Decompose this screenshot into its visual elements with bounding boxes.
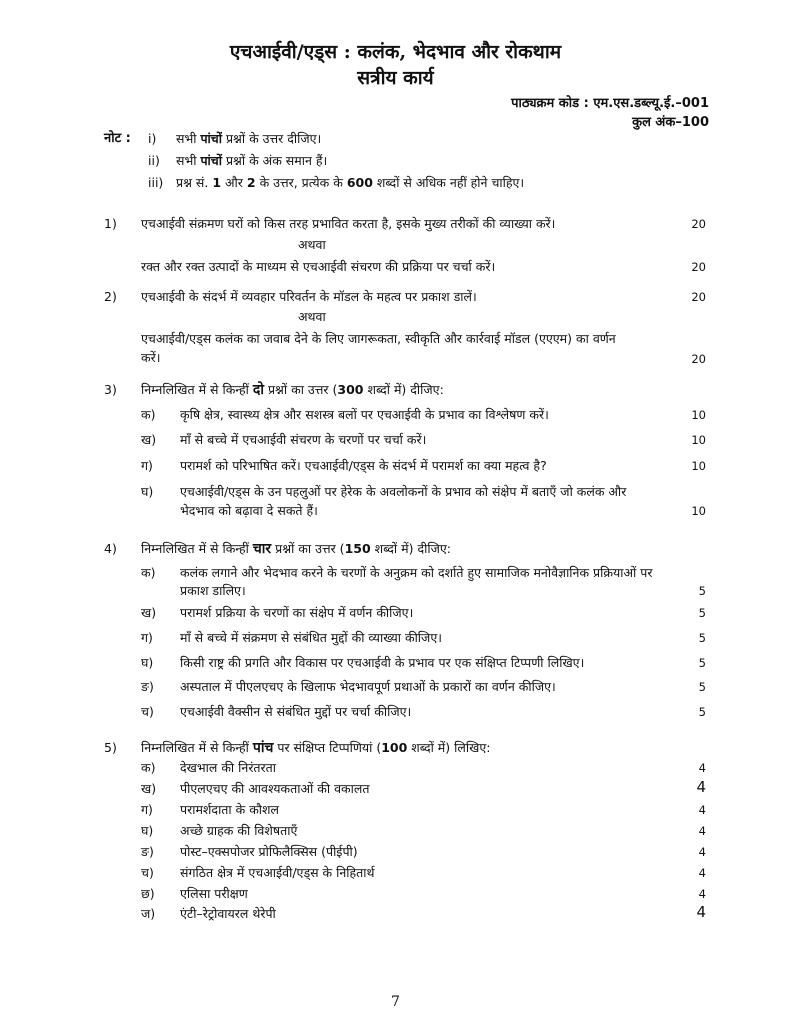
q3-item-text: कृषि क्षेत्र, स्वास्थ्य क्षेत्र और सशस्त्र बलों पर एचआईवी के प्रभाव का विश्लेषण करें। xyxy=(180,407,549,422)
q3-instruction: निम्नलिखित में से किन्हीं दो प्रश्नों का उत्तर (300 शब्दों में) दीजिए: xyxy=(141,382,444,398)
note-item-1: सभी पांचों प्रश्नों के उत्तर दीजिए। xyxy=(176,131,322,146)
q5-item-marks: 4 xyxy=(696,778,706,796)
q3-item-marks: 10 xyxy=(691,504,706,518)
q2-question-b-cont: करें। xyxy=(141,350,161,365)
q4-item-text: एचआईवी वैक्सीन से संबंधित मुद्दों पर चर्चा कीजिए। xyxy=(180,704,412,719)
q4-item-text: परामर्श प्रक्रिया के चरणों का संक्षेप में वर्णन कीजिए। xyxy=(180,605,414,620)
q4-item-text: अस्पताल में पीएलएचए के खिलाफ भेदभावपूर्ण प्रथाओं के प्रकारों का वर्णन कीजिए। xyxy=(180,679,556,694)
q5-item-marks: 4 xyxy=(698,845,706,859)
q2-or: अथवा xyxy=(298,309,326,324)
q5-item-label: ज) xyxy=(141,906,156,921)
q4-item-marks: 5 xyxy=(698,584,706,598)
q3-item-label: ख) xyxy=(141,432,157,447)
q5-item-text: परामर्शदाता के कौशल xyxy=(180,802,280,817)
q5-number: 5) xyxy=(104,740,117,755)
q2-number: 2) xyxy=(104,289,117,304)
q5-item-label: छ) xyxy=(141,886,155,901)
note-item-3: प्रश्न सं. 1 और 2 के उत्तर, प्रत्येक के 600 शब्दों से अधिक नहीं होने चाहिए। xyxy=(176,175,525,190)
q1-number: 1) xyxy=(104,216,117,231)
q5-item-marks: 4 xyxy=(698,866,706,880)
q4-item-label: ङ) xyxy=(141,679,154,694)
note-item-2-num: ii) xyxy=(148,153,160,168)
q3-item-label: क) xyxy=(141,407,156,422)
q3-item-text: एचआईवी/एड्स के उन पहलुओं पर हेरेक के अवलोकनों के प्रभाव को संक्षेप में बताएँ जो कलंक और xyxy=(180,484,627,499)
q1-question-b: रक्त और रक्त उत्पादों के माध्यम से एचआईवी संचरण की प्रक्रिया पर चर्चा करें। xyxy=(141,259,496,274)
q1-b-marks: 20 xyxy=(691,260,706,274)
q1-question-a: एचआईवी संक्रमण घरों को किस तरह प्रभावित करता है, इसके मुख्य तरीकों की व्याख्या करें। xyxy=(141,216,556,231)
q5-item-text: पीएलएचए की आवश्यकताओं की वकालत xyxy=(180,781,370,796)
q4-item-label: ग) xyxy=(141,630,153,645)
q5-item-marks: 4 xyxy=(698,824,706,838)
q4-item-marks: 5 xyxy=(698,705,706,719)
total-marks: कुल अंक–100 xyxy=(632,115,709,130)
document-title: एचआईवी/एड्स : कलंक, भेदभाव और रोकथाम xyxy=(229,41,562,63)
q5-item-marks: 4 xyxy=(696,903,706,921)
q1-or: अथवा xyxy=(298,237,326,252)
page-number: 7 xyxy=(391,994,400,1010)
q4-number: 4) xyxy=(104,541,117,556)
q3-item-text: परामर्श को परिभाषित करें। एचआईवी/एड्स के संदर्भ में परामर्श का क्या महत्व है? xyxy=(180,458,547,473)
q5-item-marks: 4 xyxy=(698,761,706,775)
q5-item-label: क) xyxy=(141,760,156,775)
q2-b-marks: 20 xyxy=(691,352,706,366)
q4-item-text: कलंक लगाने और भेदभाव करने के चरणों के अनुक्रम को दर्शाते हुए सामाजिक मनोवैज्ञानिक प्रक्रियाओं पर xyxy=(180,565,653,580)
q4-item-label: घ) xyxy=(141,655,154,670)
q5-item-text: संगठित क्षेत्र में एचआईवी/एड्स के निहितार्थ xyxy=(180,865,375,880)
q2-question-b: एचआईवी/एड्स कलंक का जवाब देने के लिए जागरूकता, स्वीकृति और कार्रवाई मॉडल (एएएम) का वर्णन xyxy=(141,331,616,346)
q5-item-text: एंटी–रेट्रोवायरल थेरेपी xyxy=(180,906,276,921)
q4-item-text-cont: प्रकाश डालिए। xyxy=(180,583,246,598)
q4-item-marks: 5 xyxy=(698,656,706,670)
q4-item-marks: 5 xyxy=(698,631,706,645)
q4-item-text: किसी राष्ट्र की प्रगति और विकास पर एचआईवी के प्रभाव पर एक संक्षिप्त टिप्पणी लिखिए। xyxy=(180,655,585,670)
q5-item-text: देखभाल की निरंतरता xyxy=(180,760,277,775)
q4-item-label: च) xyxy=(141,704,154,719)
q5-item-label: ख) xyxy=(141,781,157,796)
q3-item-marks: 10 xyxy=(691,408,706,422)
q3-item-text-cont: भेदभाव को बढ़ावा दे सकते हैं। xyxy=(180,503,318,518)
q1-a-marks: 20 xyxy=(691,217,706,231)
q4-item-label: ख) xyxy=(141,605,157,620)
q5-item-label: ग) xyxy=(141,802,153,817)
q4-item-label: क) xyxy=(141,565,156,580)
q4-item-marks: 5 xyxy=(698,680,706,694)
q2-a-marks: 20 xyxy=(691,290,706,304)
note-item-1-num: i) xyxy=(148,131,157,146)
q5-instruction: निम्नलिखित में से किन्हीं पांच पर संक्षिप्त टिप्पणियां (100 शब्दों में) लिखिए: xyxy=(141,740,491,756)
note-item-3-num: iii) xyxy=(148,175,164,190)
note-item-2: सभी पांचों प्रश्नों के अंक समान हैं। xyxy=(176,153,328,168)
q3-number: 3) xyxy=(104,382,117,397)
q5-item-text: अच्छे ग्राहक की विशेषताएँ xyxy=(180,823,298,838)
note-label: नोट : xyxy=(104,131,131,146)
q3-item-text: माँ से बच्चे में एचआईवी संचरण के चरणों पर चर्चा करें। xyxy=(180,432,427,447)
q3-item-marks: 10 xyxy=(691,433,706,447)
q5-item-text: एलिसा परीक्षण xyxy=(180,886,248,901)
q5-item-label: ङ) xyxy=(141,844,154,859)
q4-item-text: माँ से बच्चे में संक्रमण से संबंधित मुद्दों की व्याख्या कीजिए। xyxy=(180,630,442,645)
q3-item-label: घ) xyxy=(141,484,154,499)
course-code: पाठ्यक्रम कोड : एम.एस.डब्ल्यू.ई.–001 xyxy=(511,96,709,111)
q4-instruction: निम्नलिखित में से किन्हीं चार प्रश्नों का उत्तर (150 शब्दों में) दीजिए: xyxy=(141,541,451,557)
q5-item-text: पोस्ट–एक्सपोजर प्रोफिलैक्सिस (पीईपी) xyxy=(180,844,358,859)
q5-item-label: घ) xyxy=(141,823,154,838)
q2-question-a: एचआईवी के संदर्भ में व्यवहार परिवर्तन के मॉडल के महत्व पर प्रकाश डालें। xyxy=(141,289,477,304)
q5-item-marks: 4 xyxy=(698,803,706,817)
q4-item-marks: 5 xyxy=(698,606,706,620)
q5-item-label: च) xyxy=(141,865,154,880)
q5-item-marks: 4 xyxy=(698,887,706,901)
document-subtitle: सत्रीय कार्य xyxy=(357,67,434,89)
q3-item-label: ग) xyxy=(141,458,153,473)
q3-item-marks: 10 xyxy=(691,459,706,473)
